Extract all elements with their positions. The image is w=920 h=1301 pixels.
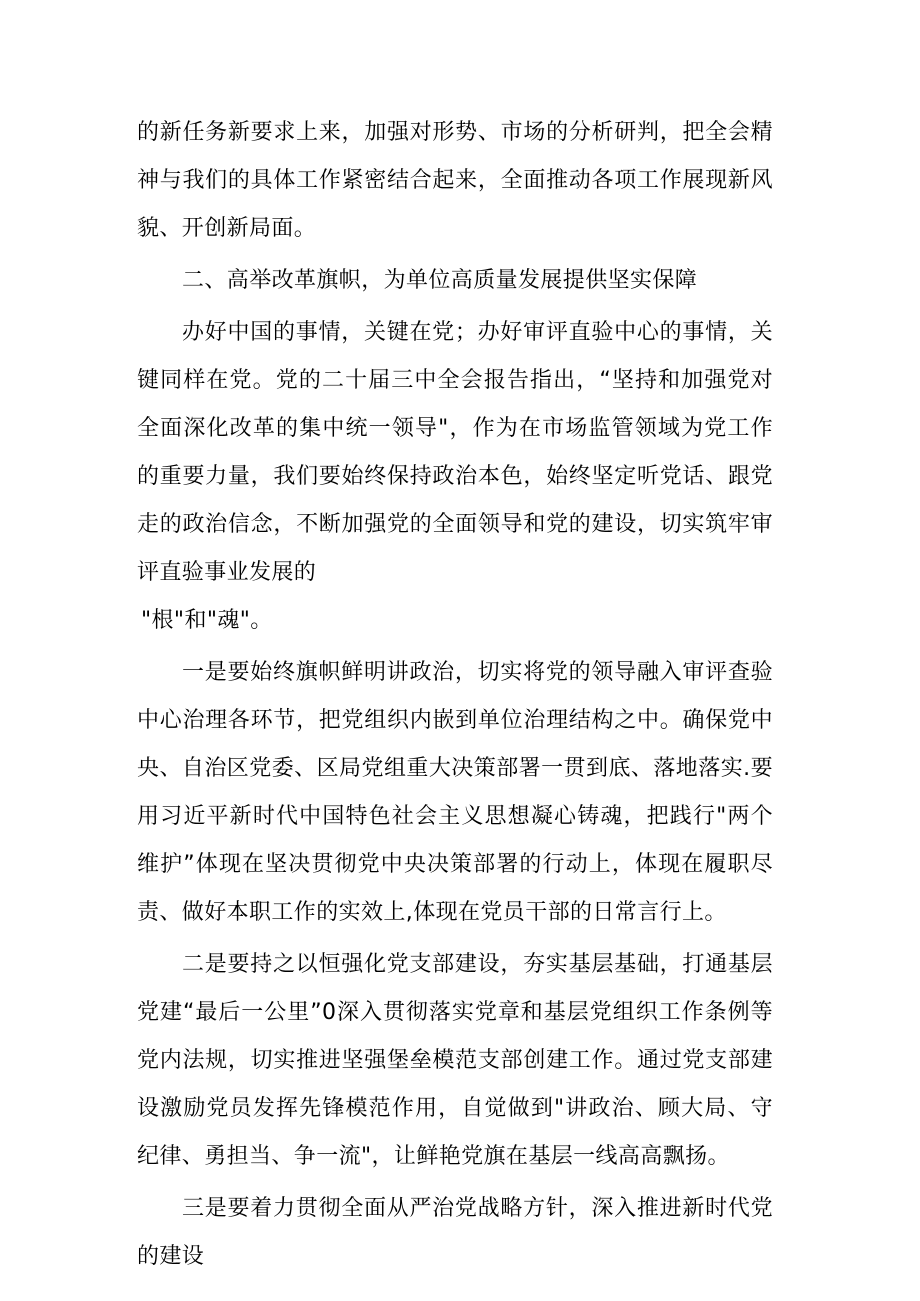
paragraph-point-two: 二是要持之以恒强化党支部建设，夯实基层基础，打通基层党建“最后一公里”0深入贯彻落实党章和基层党组织工作条例等党内法规，切实推进坚强堡垒模范支部创建工作。通过党支部建设激励党员发挥先锋模范作用，自觉做到"讲政治、顾大局、守纪律、勇担当、争一流"，让鲜艳党旗在基层一线高高飘扬。 (137, 952, 773, 1169)
document-body (137, 109, 773, 1285)
paragraph-continuation: 的新任务新要求上来，加强对形势、市场的分析研判，把全会精神与我们的具体工作紧密结合起来，全面推动各项工作展现新风貌、开创新局面。 (137, 120, 773, 241)
paragraph-root-soul: "根"和"魂"。 (141, 608, 273, 633)
paragraph-point-three: 三是要着力贯彻全面从严治党战略方针，深入推进新时代党的建设 (137, 1196, 773, 1269)
section-heading: 二、高举改革旗帜，为单位高质量发展提供坚实保障 (182, 268, 698, 293)
paragraph-point-one: 一是要始终旗帜鲜明讲政治，切实将党的领导融入审评查验中心治理各环节，把党组织内嵌到单位治理结构之中。确保党中央、自治区党委、区局党组重大决策部署一贯到底、落地落实.要用习近平新时代中国特色社会主义思想凝心铸魂，把践行"两个维护”体现在坚决贯彻党中央决策部署的行动上，体现在履职尽责、做好本职工作的实效上,体现在党员干部的日常言行上。 (137, 660, 773, 925)
paragraph-intro: 办好中国的事情，关键在党；办好审评直验中心的事情，关键同样在党。党的二十届三中全会报告指出，“坚持和加强党对全面深化改革的集中统一领导"，作为在市场监管领域为党工作的重要力量，我们要始终保持政治本色，始终坚定听党话、跟党走的政治信念，不断加强党的全面领导和党的建设，切实筑牢审评直验事业发展的 (137, 320, 773, 585)
